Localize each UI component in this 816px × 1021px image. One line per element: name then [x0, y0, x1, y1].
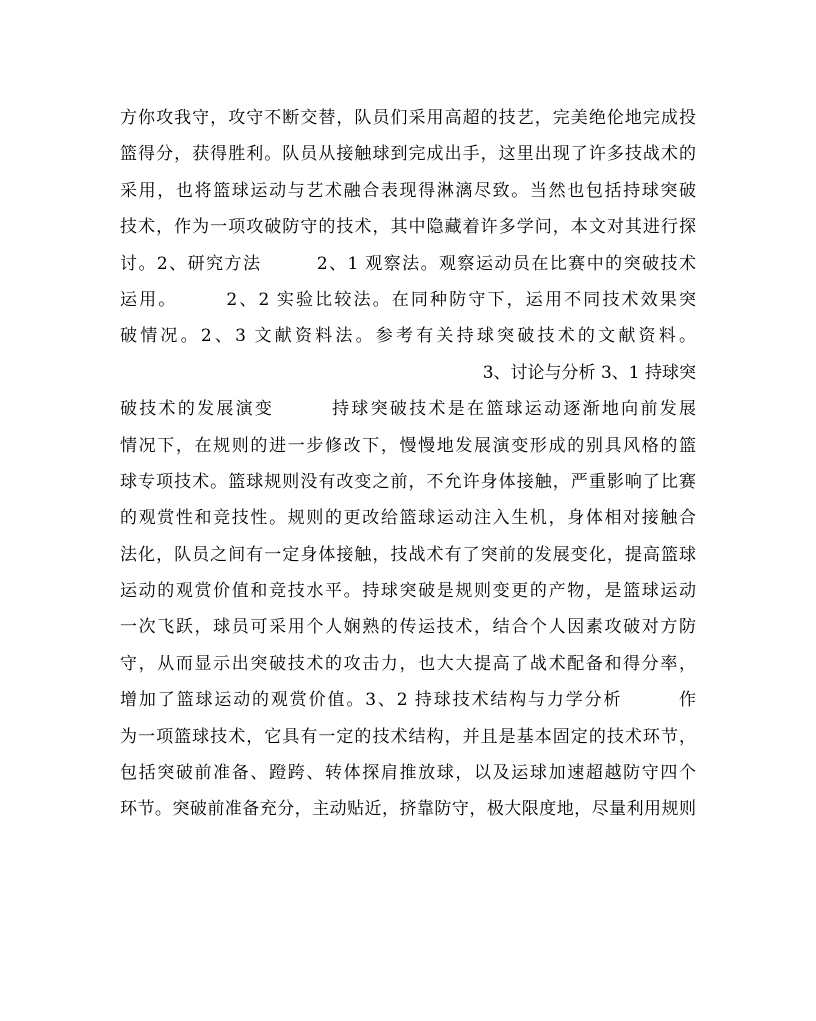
- text-line: 增加了篮球运动的观赏价值。3、2 持球技术结构与力学分析 作: [120, 690, 696, 711]
- text-line: 守，从而显示出突破技术的攻击力，也大大提高了战术配备和得分率，: [120, 653, 696, 674]
- text-line: 的观赏性和竞技性。规则的更改给篮球运动注入生机，身体相对接触合: [120, 508, 696, 529]
- text-line: 篮得分，获得胜利。队员从接触球到完成出手，这里出现了许多技战术的: [120, 144, 696, 165]
- section-heading-line: 3、讨论与分析 3、1 持球突: [482, 362, 696, 383]
- text-line: 运用。 2、2 实验比较法。在同种防守下，运用不同技术效果突: [120, 289, 696, 310]
- text-line: 破技术的发展演变 持球突破技术是在篮球运动逐渐地向前发展: [120, 399, 696, 420]
- text-line: 讨。2、研究方法 2、1 观察法。观察运动员在比赛中的突破技术: [120, 253, 696, 274]
- text-line: 球专项技术。篮球规则没有改变之前，不允许身体接触，严重影响了比赛: [120, 471, 696, 492]
- text-line: 技术，作为一项攻破防守的技术，其中隐藏着许多学问，本文对其进行探: [120, 217, 696, 238]
- text-line: 情况下，在规则的进一步修改下，慢慢地发展演变形成的别具风格的篮: [120, 435, 696, 456]
- text-line: 破情况。2、3 文献资料法。参考有关持球突破技术的文献资料。: [120, 326, 696, 347]
- text-line: 环节。突破前准备充分，主动贴近，挤靠防守，极大限度地，尽量利用规则: [120, 799, 696, 820]
- text-line: 方你攻我守，攻守不断交替，队员们采用高超的技艺，完美绝伦地完成投: [120, 108, 696, 128]
- text-line: 采用，也将篮球运动与艺术融合表现得淋漓尽致。当然也包括持球突破: [120, 180, 696, 201]
- body-text: [120, 100, 696, 828]
- text-line: 为一项篮球技术，它具有一定的技术结构，并且是基本固定的技术环节，: [120, 726, 696, 747]
- text-line: 包括突破前准备、蹬跨、转体探肩推放球，以及运球加速超越防守四个: [120, 763, 696, 784]
- text-line: 运动的观赏价值和竞技水平。持球突破是规则变更的产物，是篮球运动: [120, 581, 696, 602]
- text-line: 一次飞跃，球员可采用个人娴熟的传运技术，结合个人因素攻破对方防: [120, 617, 696, 638]
- text-line: 法化，队员之间有一定身体接触，技战术有了突前的发展变化，提高篮球: [120, 544, 696, 565]
